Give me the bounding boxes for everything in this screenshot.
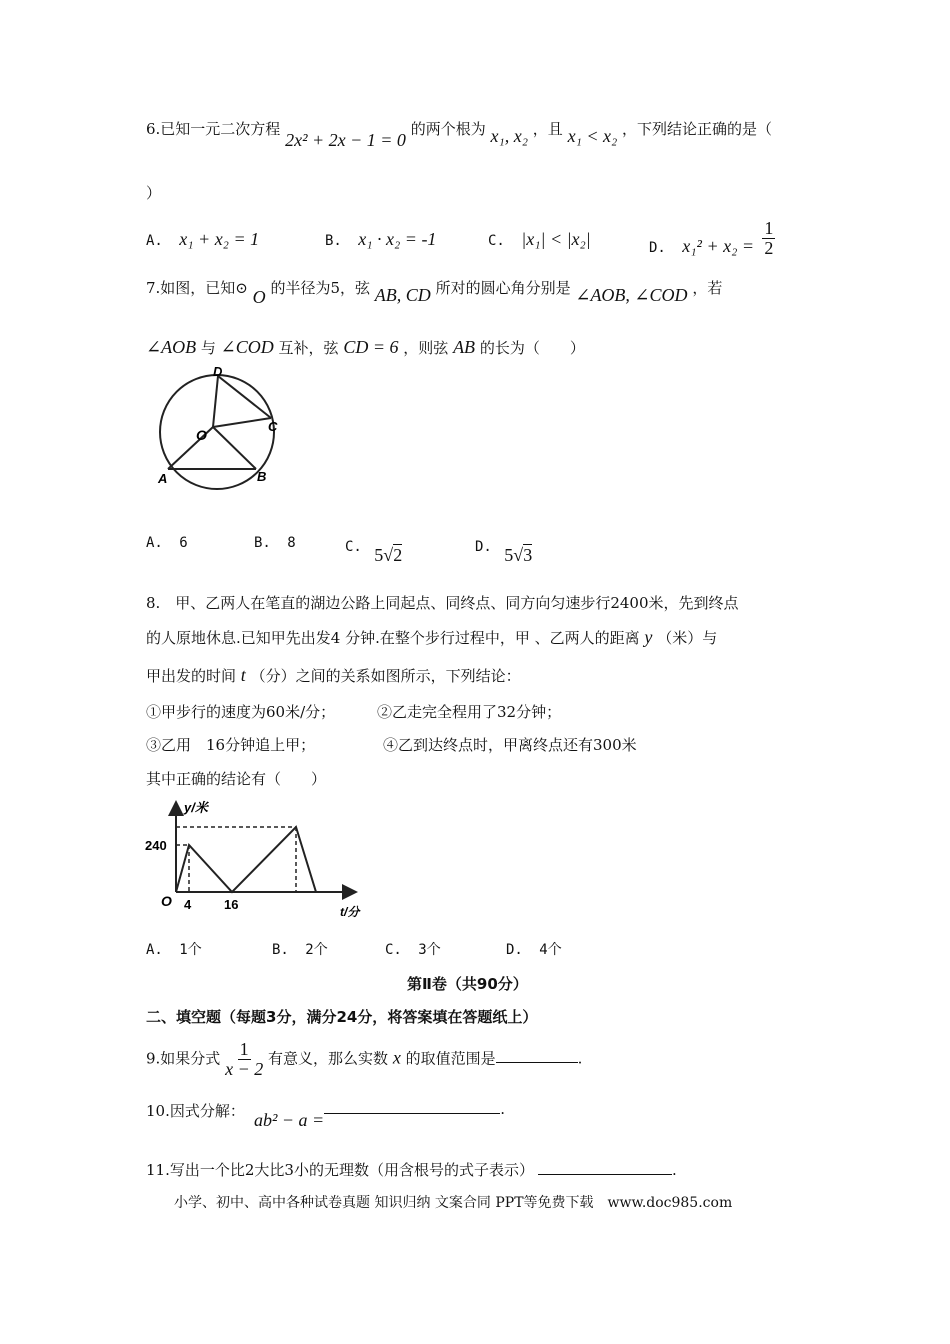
- q7-option-a[interactable]: A. 6: [146, 535, 188, 551]
- radius-od: [213, 376, 218, 427]
- q9-answer-blank[interactable]: [496, 1062, 578, 1063]
- q8-distance-graph: [144, 796, 374, 921]
- q6-option-b[interactable]: B. x₁ · x₂ = -1: [325, 229, 437, 249]
- label-a: A: [158, 471, 168, 486]
- q8-statement-2: ②乙走完全程用了32分钟；: [377, 703, 562, 721]
- label-b: B: [257, 469, 267, 484]
- x-axis-label: t/分: [340, 905, 360, 919]
- section-heading: 二、填空题（每题3分，满分24分，将答案填在答题纸上）: [146, 1008, 538, 1026]
- q6-stem-line: 6.已知一元二次方程 2x² + 2x − 1 = 0 的两个根为 x₁, x₂ ，且 x₁ < x₂ ，下列结论正确的是（: [146, 120, 773, 150]
- q6-option-a[interactable]: A. x₁ + x₂ = 1: [146, 229, 260, 249]
- q10-stem: 10.因式分解：: [146, 1102, 245, 1120]
- radius-ob: [213, 427, 256, 469]
- q8-stem-line2: 的人原地休息.已知甲先出发4 分钟.在整个步行过程中，甲 、乙两人的距离 y （米）与: [146, 627, 718, 647]
- y-axis-label: y/米: [184, 800, 208, 815]
- section-title: 第Ⅱ卷（共90分）: [407, 975, 528, 993]
- q8-option-c[interactable]: C. 3个: [385, 942, 441, 958]
- q6-stem-close: ）: [146, 184, 162, 202]
- tick-16: 16: [224, 897, 239, 912]
- q7-stem-line1: 7.如图，已知⊙ O 的半径为5，弦 AB, CD 所对的圆心角分别是 ∠AOB, ∠COD ，若: [146, 279, 723, 307]
- q8-stem-line1: 8. 甲、乙两人在笔直的湖边公路上同起点、同终点、同方向匀速步行2400米，先到终点: [146, 594, 739, 612]
- q8-option-b[interactable]: B. 2个: [272, 942, 328, 958]
- q8-stem-line3: 甲出发的时间 t （分）之间的关系如图所示，下列结论：: [146, 665, 521, 685]
- sqrt-icon: √: [513, 545, 524, 565]
- page-footer: 小学、初中、高中各种试卷真题 知识归纳 文案合同 PPT等免费下载 www.doc985.com: [174, 1195, 733, 1211]
- q8-statement-1: ①甲步行的速度为60米/分；: [146, 703, 336, 721]
- q7-option-b[interactable]: B. 8: [254, 535, 296, 551]
- q9-fraction: $\frac{1}{x - 2}$: [225, 1039, 264, 1079]
- q6-roots: x₁, x₂: [490, 126, 528, 146]
- sqrt-icon: √: [383, 545, 394, 565]
- label-c: C: [268, 419, 278, 434]
- q8-option-d[interactable]: D. 4个: [506, 942, 562, 958]
- q6-option-c[interactable]: C. |x₁| < |x₂|: [488, 229, 591, 249]
- q6-equation: 2x² + 2x − 1 = 0: [285, 130, 406, 150]
- q11-stem: 11.写出一个比2大比3小的无理数（用含根号的式子表示） .: [146, 1161, 677, 1179]
- q8-option-a[interactable]: A. 1个: [146, 942, 202, 958]
- radius-oc: [213, 418, 271, 427]
- tick-240: 240: [145, 838, 167, 853]
- q7-option-c[interactable]: C. 5√2: [345, 539, 403, 565]
- q8-question: 其中正确的结论有（ ）: [146, 770, 327, 788]
- q8-statement-4: ④乙到达终点时，甲离终点还有300米: [383, 736, 637, 754]
- q8-statement-3: ③乙用 16分钟追上甲；: [146, 736, 316, 754]
- q6-option-d[interactable]: D. x₁² + x₂ = $\frac{1}{2}$: [649, 218, 774, 258]
- distance-line: [176, 827, 316, 892]
- tick-4: 4: [184, 897, 192, 912]
- q11-answer-blank[interactable]: [538, 1174, 672, 1175]
- label-o: O: [196, 427, 207, 443]
- q7-stem-line2: ∠AOB 与 ∠COD 互补，弦 CD = 6 ，则弦 AB 的长为（ ）: [146, 337, 585, 357]
- q7-option-d[interactable]: D. 5√3: [475, 539, 533, 565]
- q9-stem: 9.如果分式 $\frac{1}{x - 2}$ 有意义，那么实数 x 的取值范围是 .: [146, 1039, 583, 1079]
- q10-answer-blank[interactable]: [324, 1113, 500, 1114]
- origin-label: O: [161, 893, 172, 909]
- q6-option-d-fraction: $\frac{1}{2}$: [764, 218, 774, 258]
- q10-expression: ab² − a =.: [254, 1100, 505, 1130]
- q7-circle-figure: [150, 365, 290, 490]
- label-d: D: [213, 365, 223, 379]
- q6-condition: x₁ < x₂: [567, 126, 618, 146]
